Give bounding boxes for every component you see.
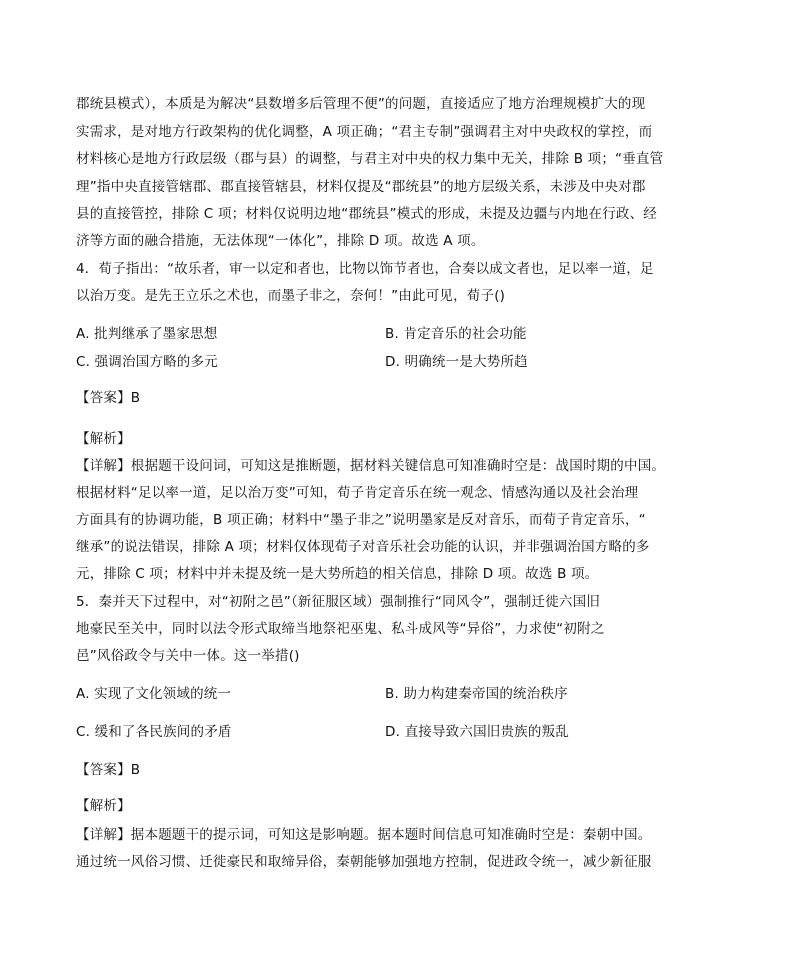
q4-option-a: A. 批判继承了墨家思想 <box>76 326 218 342</box>
q3-analysis-line-3: 材料核心是地方行政层级（郡与县）的调整，与君主对中央的权力集中无关，排除 B 项；“垂直管 <box>76 151 664 167</box>
q5-answer: 【答案】B <box>76 762 141 778</box>
q3-analysis-line-5: 县的直接管控，排除 C 项；材料仅说明边地“郡统县”模式的形成，未提及边疆与内地在行政、经 <box>76 206 657 222</box>
q4-detail-line-1: 【详解】根据题干设问词，可知这是推断题，据材料关键信息可知准确时空是：战国时期的中国。 <box>76 458 666 474</box>
q5-detail-line-2: 通过统一风俗习惯、迁徙豪民和取缔异俗，秦朝能够加强地方控制，促进政令统一，减少新征服 <box>76 854 652 870</box>
q3-analysis-line-1: 郡统县模式），本质是为解决“县数增多后管理不便”的问题，直接适应了地方治理规模扩大的现 <box>76 96 646 112</box>
q5-option-d: D. 直接导致六国旧贵族的叛乱 <box>385 724 569 740</box>
q4-option-c: C. 强调治国方略的多元 <box>76 354 218 370</box>
q5-detail-line-1: 【详解】据本题题干的提示词，可知这是影响题。据本题时间信息可知准确时空是：秦朝中国。 <box>76 827 652 843</box>
q5-option-b: B. 助力构建秦帝国的统治秩序 <box>385 686 568 702</box>
q5-stem-line-1: 5．秦并天下过程中，对“初附之邑”（新征服区域）强制推行“同风令”，强制迁徙六国旧 <box>76 594 601 610</box>
q5-analysis-label: 【解析】 <box>76 798 131 814</box>
q5-option-a: A. 实现了文化领域的统一 <box>76 686 232 702</box>
q4-detail-line-2: 根据材料“足以率一道，足以治万变”可知，荀子肯定音乐在统一观念、情感沟通以及社会治理 <box>76 485 639 501</box>
q4-answer: 【答案】B <box>76 390 141 406</box>
q5-option-c: C. 缓和了各民族间的矛盾 <box>76 724 232 740</box>
q5-stem-line-3: 邑”风俗政令与关中一体。这一举措() <box>76 648 300 664</box>
q4-detail-line-4: 继承”的说法错误，排除 A 项；材料仅体现荀子对音乐社会功能的认识，并非强调治国方略的多 <box>76 539 650 555</box>
q4-analysis-label: 【解析】 <box>76 431 131 447</box>
q3-analysis-line-2: 实需求，是对地方行政架构的优化调整，A 项正确；“君主专制”强调君主对中央政权的掌控，而 <box>76 124 653 140</box>
q4-detail-line-5: 元，排除 C 项；材料中并未提及统一是大势所趋的相关信息，排除 D 项。故选 B 项。 <box>76 566 599 582</box>
q4-detail-line-3: 方面具有的协调功能，B 项正确；材料中“墨子非之”说明墨家是反对音乐，而荀子肯定音乐，“ <box>76 512 646 528</box>
q3-analysis-line-6: 济等方面的融合措施，无法体现“一体化”，排除 D 项。故选 A 项。 <box>76 233 485 249</box>
q3-analysis-line-4: 理”指中央直接管辖郡、郡直接管辖县，材料仅提及“郡统县”的地方层级关系，未涉及中央对郡 <box>76 179 646 195</box>
q4-stem-line-2: 以治万变。是先王立乐之术也，而墨子非之，奈何！”由此可见，荀子() <box>76 288 506 304</box>
q5-stem-line-2: 地豪民至关中，同时以法令形式取缔当地祭祀巫鬼、私斗成风等“异俗”，力求使“初附之 <box>76 621 605 637</box>
q4-option-b: B. 肯定音乐的社会功能 <box>385 326 527 342</box>
q4-stem-line-1: 4．荀子指出：“故乐者，审一以定和者也，比物以饰节者也，合奏以成文者也，足以率一道，足 <box>76 261 654 277</box>
q4-option-d: D. 明确统一是大势所趋 <box>385 354 528 370</box>
